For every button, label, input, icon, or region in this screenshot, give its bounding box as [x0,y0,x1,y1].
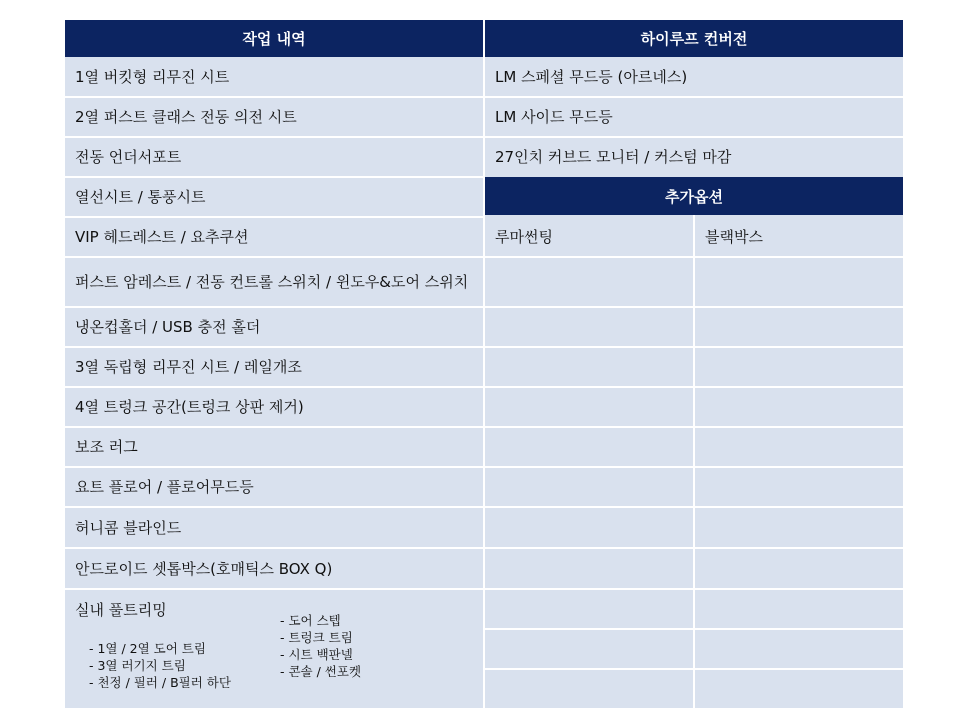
row-divider [65,96,483,98]
hiroof-item: LM 사이드 무드등 [495,108,613,126]
row-divider [485,306,903,308]
header-options: 추가옵션 [485,177,903,215]
row-divider [65,506,483,508]
row-divider [65,588,483,590]
work-item: 실내 풀트리밍 [75,600,167,619]
work-item: 3열 독립형 리무진 시트 / 레일개조 [75,358,302,376]
row-divider [65,547,483,549]
row-divider [485,96,903,98]
header-hiroof: 하이루프 컨버전 [485,20,903,57]
option-item: 루마썬팅 [495,228,553,246]
hiroof-item: LM 스페셜 무드등 (아르네스) [495,68,688,86]
column-divider [483,20,485,708]
work-item: 요트 플로어 / 플로어무드등 [75,478,254,496]
work-item: 1열 버킷형 리무진 시트 [75,68,230,86]
trim-detail-item: - 3열 러기지 트림 [89,658,186,673]
row-divider [485,547,903,549]
row-divider [485,466,903,468]
row-divider [65,386,483,388]
row-divider [485,588,903,590]
work-item: 전동 언더서포트 [75,148,182,166]
option-item: 블랙박스 [705,228,763,246]
trim-detail-item: - 천정 / 필러 / B필러 하단 [89,675,231,690]
row-divider [65,426,483,428]
work-table [65,20,903,708]
work-item: 보조 러그 [75,438,138,456]
work-item: VIP 헤드레스트 / 요추쿠션 [75,228,249,246]
trim-detail-item: - 시트 백판넬 [280,647,353,662]
row-divider [485,256,903,258]
trim-detail-item: - 도어 스텝 [280,613,341,628]
trim-detail-item: - 1열 / 2열 도어 트림 [89,641,206,656]
row-divider [65,176,483,178]
header-work: 작업 내역 [65,20,483,57]
trim-detail-item: - 트렁크 트림 [280,630,353,645]
trim-detail-item: - 콘솔 / 썬포켓 [280,664,362,679]
row-divider [485,136,903,138]
row-divider [65,346,483,348]
work-item: 열선시트 / 통풍시트 [75,188,206,206]
work-item: 안드로이드 셋톱박스(호매틱스 BOX Q) [75,559,333,578]
row-divider [65,256,483,258]
row-divider [485,628,903,630]
trim-details-right [280,612,361,680]
trim-details-left [89,640,231,691]
work-item: 냉온컵홀더 / USB 충전 홀더 [75,318,261,336]
row-divider [485,346,903,348]
work-item: 허니콤 블라인드 [75,518,182,537]
row-divider [485,426,903,428]
work-item: 4열 트렁크 공간(트렁크 상판 제거) [75,398,304,416]
row-divider [485,386,903,388]
row-divider [65,136,483,138]
row-divider [65,466,483,468]
row-divider [485,506,903,508]
column-divider [693,215,695,708]
hiroof-item: 27인치 커브드 모니터 / 커스텀 마감 [495,148,732,166]
row-divider [65,306,483,308]
work-item: 2열 퍼스트 클래스 전동 의전 시트 [75,108,297,126]
row-divider [65,216,483,218]
row-divider [485,668,903,670]
work-item: 퍼스트 암레스트 / 전동 컨트롤 스위치 / 윈도우&도어 스위치 [75,273,469,291]
